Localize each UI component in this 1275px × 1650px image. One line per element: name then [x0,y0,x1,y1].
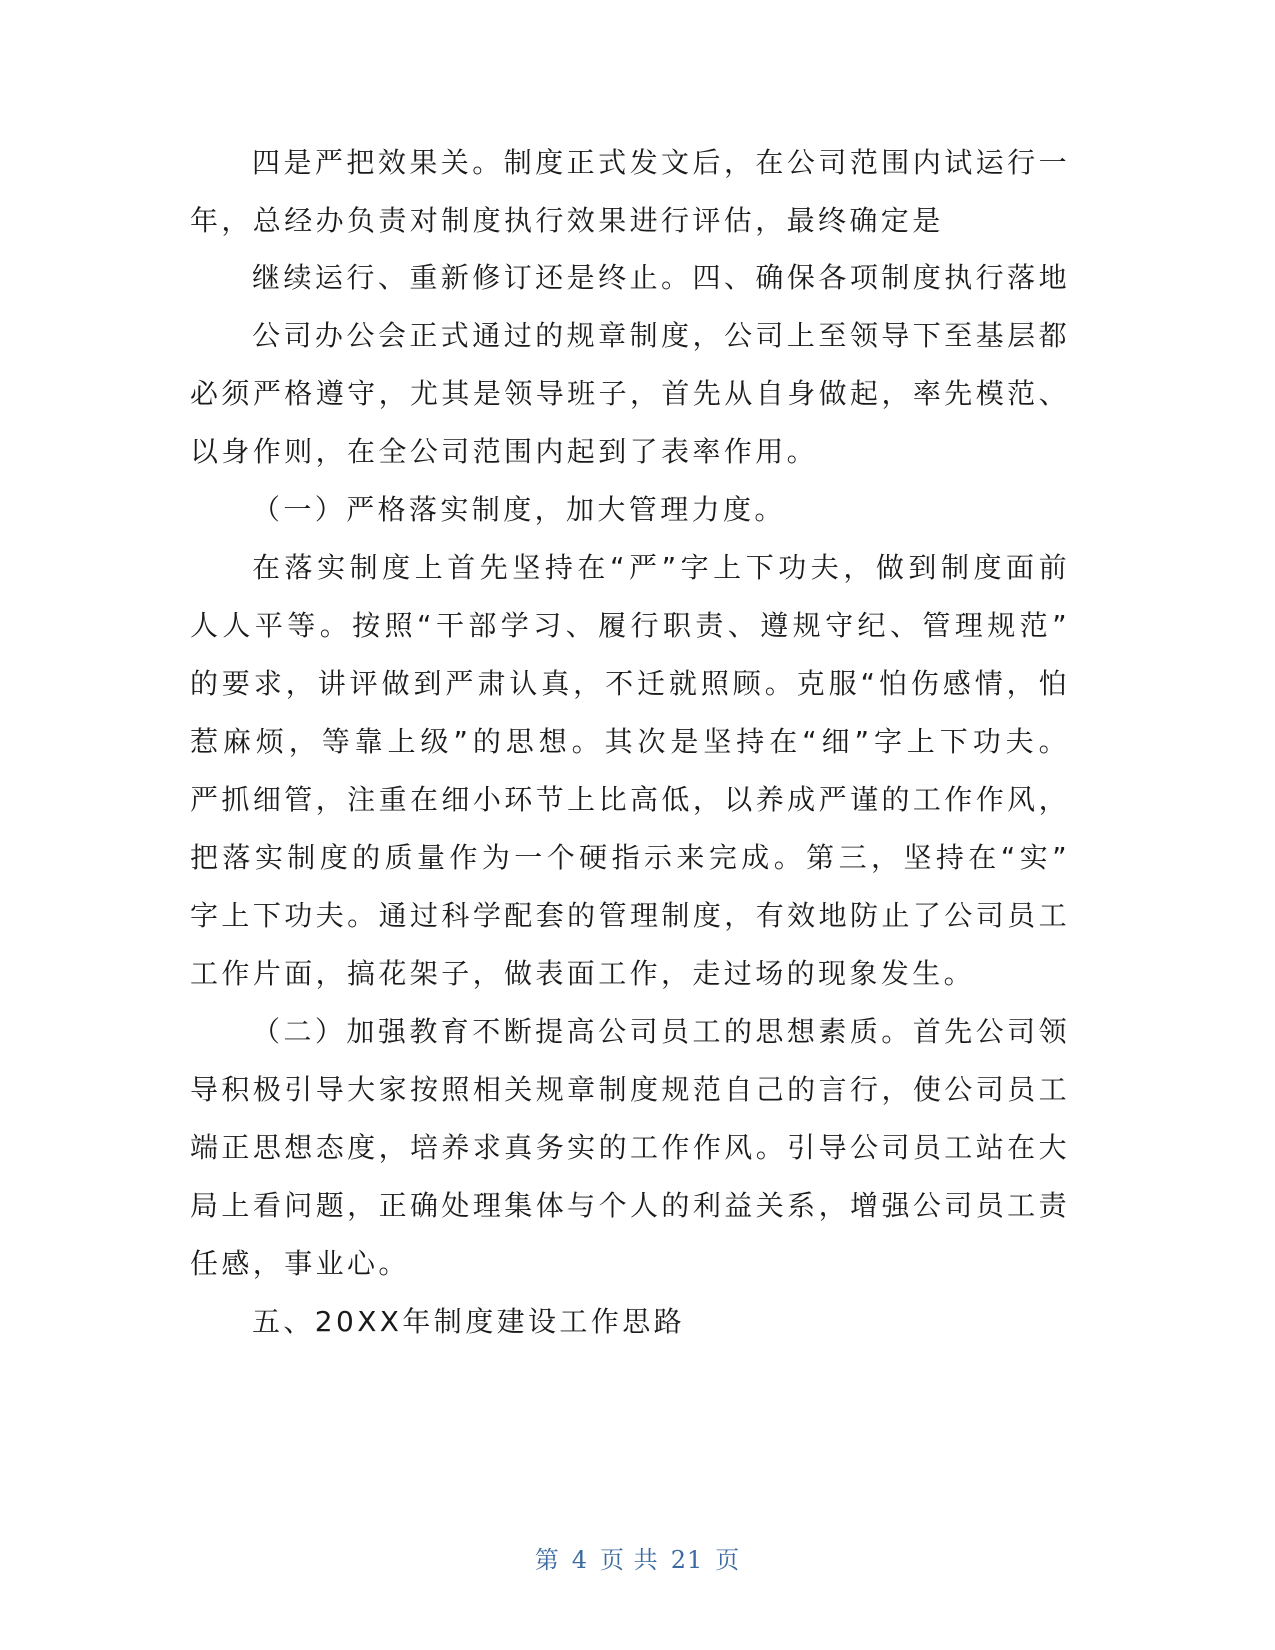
text-line: 的要求，讲评做到严肃认真，不迁就照顾。克服“怕伤感情，怕 [190,667,1070,700]
text-line: 字上下功夫。通过科学配套的管理制度，有效地防止了公司员工 [190,899,1070,932]
footer-middle: 页 共 [600,1546,659,1574]
text-line: 继续运行、重新修订还是终止。四、确保各项制度执行落地 [252,261,1070,294]
text-line: 必须严格遵守，尤其是领导班子，首先从自身做起，率先模范、 [190,377,1070,410]
text-line: 局上看问题，正确处理集体与个人的利益关系，增强公司员工责 [190,1189,1070,1222]
text-line: 导积极引导大家按照相关规章制度规范自己的言行，使公司员工 [190,1073,1070,1106]
footer-suffix: 页 [715,1546,741,1574]
text-line: 四是严把效果关。制度正式发文后，在公司范围内试运行一 [252,146,1070,179]
text-line: （二）加强教育不断提高公司员工的思想素质。首先公司领 [252,1015,1070,1048]
text-line: 工作片面，搞花架子，做表面工作，走过场的现象发生。 [190,957,976,990]
page-footer [0,1540,1275,1575]
text-line: 年，总经办负责对制度执行效果进行评估，最终确定是 [190,204,944,237]
text-line: 公司办公会正式通过的规章制度，公司上至领导下至基层都 [252,319,1070,352]
text-line: 端正思想态度，培养求真务实的工作作风。引导公司员工站在大 [190,1131,1070,1164]
text-line: 任感，事业心。 [190,1247,410,1280]
section-heading: （一）严格落实制度，加大管理力度。 [252,493,786,526]
footer-total-pages: 21 [670,1546,704,1574]
text-line: 把落实制度的质量作为一个硬指示来完成。第三，坚持在“实” [190,841,1070,874]
text-line: 惹麻烦，等靠上级”的思想。其次是坚持在“细”字上下功夫。 [190,725,1070,758]
footer-prefix: 第 [534,1546,560,1574]
footer-page-number: 4 [571,1546,589,1574]
text-line: 以身作则，在全公司范围内起到了表率作用。 [190,435,819,468]
section-heading: 五、20XX年制度建设工作思路 [252,1305,685,1338]
text-line: 在落实制度上首先坚持在“严”字上下功夫，做到制度面前 [252,551,1070,584]
text-line: 人人平等。按照“干部学习、履行职责、遵规守纪、管理规范” [190,609,1070,642]
text-line: 严抓细管，注重在细小环节上比高低，以养成严谨的工作作风， [190,783,1070,816]
